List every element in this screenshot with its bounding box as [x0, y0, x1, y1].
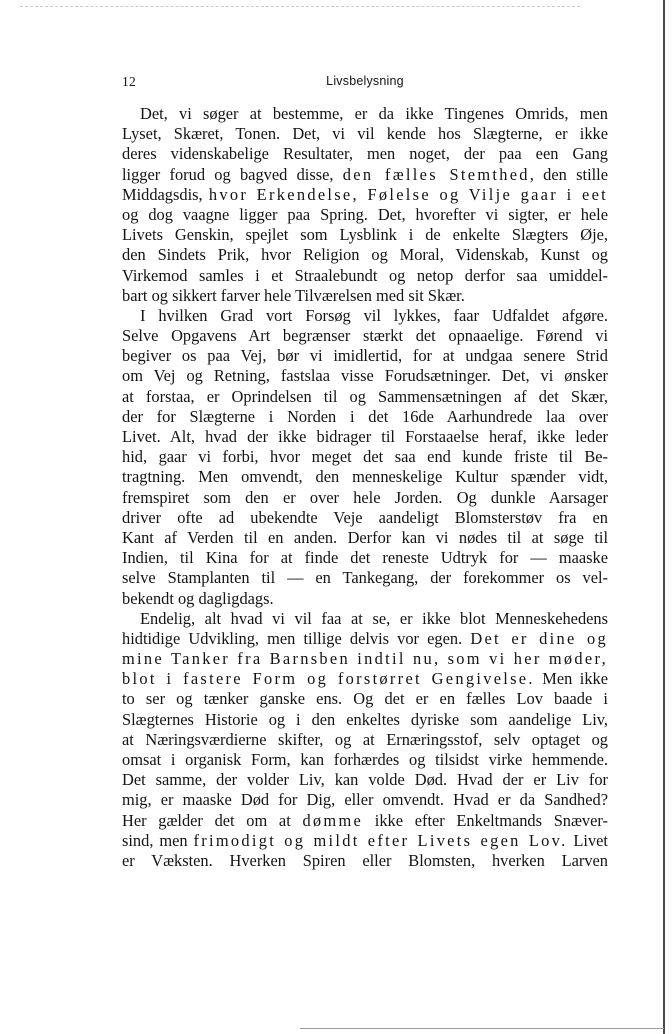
scan-bottom-edge: [300, 1028, 664, 1029]
text-line: Middagsdis, hvor Erkendelse, Følelse og Vilje gaar i eet: [122, 184, 608, 204]
emphasis-spaced: mine Tanker fra Barnsben indtil nu, som vi her møder,: [122, 649, 608, 669]
text-line: Indien, til Kina for at finde det reneste Udtryk for — maaske: [122, 548, 608, 568]
text-line: Lyset, Skæret, Tonen. Det, vi vil kende hos Slægterne, er ikke: [122, 124, 608, 144]
scan-right-edge: [663, 0, 665, 1034]
emphasis-spaced: den fælles Stemthed: [342, 164, 530, 184]
body-text: [122, 104, 608, 871]
emphasis-spaced: Det er dine og: [470, 628, 608, 648]
text-line: sind, men frimodigt og mildt efter Livets egen Lov. Livet: [122, 830, 608, 850]
page-header: [122, 74, 608, 96]
text-line: at Næringsværdierne skifter, og at Ernæringsstof, selv optaget og: [122, 729, 608, 749]
text-line: Slægternes Historie og i den enkeltes dyriske som aandelige Liv,: [122, 709, 608, 729]
text-line: blot i fastere Form og forstørret Gengivelse. Men ikke: [122, 669, 608, 689]
text-line: Det samme, der volder Liv, kan volde Død. Hvad der er Liv for: [122, 770, 608, 790]
text-line: bekendt og dagligdags.: [122, 588, 274, 608]
emphasis-spaced: hvor Erkendelse, Følelse og Vilje gaar i eet: [208, 184, 608, 204]
text-line: Her gælder det om at dømme ikke efter Enkeltmands Snæver-: [122, 810, 608, 830]
text-line: er Væksten. Hverken Spiren eller Blomsten, hverken Larven: [122, 850, 608, 870]
text-line: driver ofte ad ubekendte Veje aandeligt Blomsterstøv fra en: [122, 507, 608, 527]
emphasis-spaced: frimodigt og mildt efter Livets egen Lov.: [193, 830, 568, 850]
text-line: Livets Genskin, spejlet som Lysblink i de enkelte Slægters Øje,: [122, 225, 608, 245]
text-line: mig, er maaske Død for Dig, eller omvendt. Hvad er da Sandhed?: [122, 790, 608, 810]
text-line: bart og sikkert farver hele Tilværelsen med sit Skær.: [122, 285, 465, 305]
text-line: to ser og tænker ganske ens. Og det er en fælles Lov baade i: [122, 689, 608, 709]
scan-top-edge: [20, 6, 580, 7]
text-line: der for Slægterne i Norden i det 16de Aarhundrede laa over: [122, 406, 608, 426]
text-line: om Vej og Retning, fastslaa visse Forudsætninger. Det, vi ønsker: [122, 366, 608, 386]
text-line: Selve Opgavens Art begrænser stærkt det opnaaelige. Førend vi: [122, 326, 608, 346]
emphasis-spaced: blot i fastere Form og forstørret Gengivelse.: [122, 669, 535, 689]
text-line: selve Stamplanten til — en Tankegang, der forekommer os vel-: [122, 568, 608, 588]
text-line: at forstaa, er Oprindelsen til og Sammensætningen af det Skær,: [122, 386, 608, 406]
text-line: I hvilken Grad vort Forsøg vil lykkes, faar Udfaldet afgøre.: [140, 305, 608, 325]
page-number: 12: [122, 74, 136, 89]
text-line: Livet. Alt, hvad der ikke bidrager til Forstaaelse heraf, ikke leder: [122, 427, 608, 446]
text-line: hidtidige Udvikling, men tillige delvis vor egen. Det er dine og: [122, 628, 608, 648]
text-line: fremspiret som den er over hele Jorden. Og dunkle Aarsager: [122, 487, 608, 507]
text-line: [122, 649, 608, 669]
text-line: Kant af Verden til en anden. Derfor kan vi nødes til at søge til: [122, 527, 608, 547]
text-line: begiver os paa Vej, bør vi imidlertid, for at undgaa senere Strid: [122, 346, 608, 366]
text-line: omsat i organisk Form, kan forhærdes og tilsidst virke hemmende.: [122, 750, 608, 769]
text-line: den Sindets Prik, hvor Religion og Moral, Videnskab, Kunst og: [122, 245, 608, 265]
text-line: Det, vi søger at bestemme, er da ikke Tingenes Omrids, men: [140, 104, 608, 123]
text-line: deres videnskabelige Resultater, men noget, der paa een Gang: [122, 144, 608, 164]
text-line: og dog vaagne ligger paa Spring. Det, hvorefter vi sigter, er hele: [122, 204, 608, 224]
running-head: Livsbelysning: [326, 74, 404, 88]
text-line: tragtning. Men omvendt, den menneskelige Kultur spænder vidt,: [122, 467, 608, 487]
text-line: ligger forud og bagved disse, den fælles Stemthed, den stille: [122, 164, 609, 184]
emphasis-spaced: dømme: [302, 810, 364, 830]
text-line: Virkemod samles i et Straalebundt og netop derfor saa umiddel-: [122, 265, 608, 285]
text-line: hid, gaar vi forbi, hvor meget det saa end kunde friste til Be-: [122, 447, 608, 467]
text-line: Endelig, alt hvad vi vil faa at se, er ikke blot Menneskehedens: [140, 608, 608, 628]
